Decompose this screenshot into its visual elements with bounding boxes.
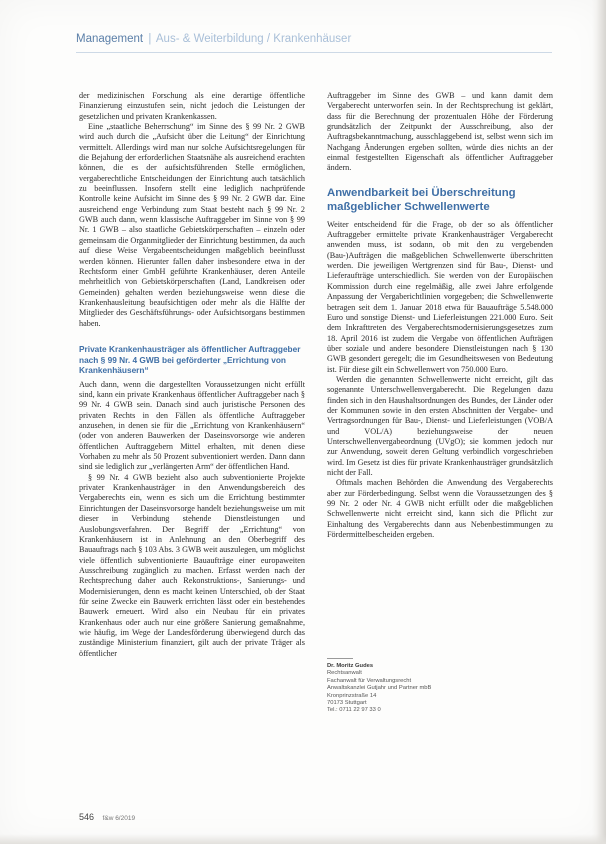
subsection-title: Aus- & Weiterbildung / Krankenhäuser — [155, 33, 352, 45]
section-separator: | — [148, 33, 152, 45]
author-detail: Rechtsanwalt — [327, 670, 362, 677]
body-paragraph: Auftraggeber im Sinne des GWB – und kann damit dem Vergaberecht unterworfen sein. In der Rechtsprechung ist geklärt, dass für die Berechnung der prozentualen Höhe der Förderung grundsätzlich der Zeitpunkt der Ausschreibung, also der Auftragsbekanntmachung, ausschlaggebend ist, selbst wenn sich im Nachgang Änderungen ergeben sollten, würde dies nichts an der einmal festgestellten Eigenschaft als öffentlicher Auftraggeber ändern. — [327, 91, 553, 173]
author-detail: 70173 Stuttgart — [327, 700, 367, 707]
page-footer — [79, 812, 135, 822]
header-divider — [76, 52, 552, 53]
author-box — [327, 658, 527, 715]
body-paragraph: Auch dann, wenn die dargestellten Voraussetzungen nicht erfüllt sind, kann ein private Krankenhaus öffentlicher Auftraggeber nach § 99 Nr. 4 GWB sein. Danach sind auch juristische Personen des privaten Rechts in den Fällen als öffentliche Auftraggeber anzusehen, in denen sie für die „Errichtung von Krankenhäusern“ (oder von anderen Bauwerken der Daseinsvorsorge wie anderen öffentlichen Auftraggebern Mittel erhalten, mit denen diese Vorhaben zu mehr als 50 Prozent subventioniert werden. Dann dann sind sie lediglich zur „verlängerten Arm“ der öffentlichen Hand. — [79, 379, 305, 472]
body-paragraph: Werden die genannten Schwellenwerte nicht erreicht, gilt das sogenannte Unterschwellenvergaberecht. Die Regelungen dazu finden sich in den Haushaltsordnungen des Bundes, der Länder oder der Kommunen sowie in den ersten Abschnitten der Vergabe- und Vertragsordnungen für Bau-, Dienst- und Lieferleistungen (VOB/A und VOL/A) beziehungsweise der neuen Unterschwellenvergabeordnung (UVgO); sie kommen jedoch nur zur Anwendung, soweit deren Geltung verbindlich vorgeschrieben wird. Im Gesetz ist dies für private Krankenhausträger grundsätzlich nicht der Fall. — [327, 374, 553, 477]
section-header — [76, 33, 351, 45]
text-column-right — [327, 91, 553, 540]
page-number: 546 — [79, 812, 95, 822]
text-column-left — [79, 91, 305, 659]
author-detail: Tel.: 0711 22 97 33 0 — [327, 707, 381, 714]
author-detail: Fachanwalt für Verwaltungsrecht — [327, 677, 412, 684]
author-name: Dr. Moritz Gudes — [327, 663, 374, 669]
body-paragraph: Weiter entscheidend für die Frage, ob der so als öffentlicher Auftraggeber ermittelte private Krankenhausträger Vergaberecht anwenden muss, ist sodann, ob mit den zu vergebenden (Bau-)Aufträgen die maßgeblichen Schwellenwerte überschritten werden. Die jeweiligen Wertgrenzen sind für Bau-, Dienst- und Lieferaufträge unterschiedlich. Sie werden von der Europäischen Kommission durch eine regelmäßig, alle zwei Jahre erfolgende Anpassung der Vergaberichtlinien vorgegeben; die Schwellenwerte betragen seit dem 1. Januar 2018 etwa für Bauaufträge 5.548.000 Euro und sonstige Dienst- und Lieferleistungen 221.000 Euro. Seit dem Inkrafttreten des Vergaberechtsmodernisierungsgesetzes zum 18. April 2016 ist zudem die Vergabe von öffentlichen Aufträgen über soziale und andere besondere Dienstleistungen nach § 130 GWB gesondert geregelt; die im Gesundheitswesen von Bedeutung ist. Für diese gilt ein Schwellenwert von 750.000 Euro. — [327, 219, 553, 374]
body-paragraph: der medizinischen Forschung als eine derartige öffentliche Finanzierung einzustufen sein, nicht jedoch die Leistungen der gesetzlichen und privaten Krankenkassen. — [79, 91, 305, 121]
subheading-private-hospitals: Private Krankenhausträger als öffentlicher Auftraggeber nach § 99 Nr. 4 GWB bei geförderter „Errichtung von Krankenhäusern“ — [79, 343, 301, 376]
author-detail: Kronprinzstraße 14 — [327, 692, 377, 699]
author-divider — [327, 658, 353, 659]
subheading-thresholds: Anwendbarkeit bei Überschreitung maßgeblicher Schwellenwerte — [327, 186, 516, 213]
magazine-issue: f&w 6/2019 — [102, 815, 136, 822]
section-title: Management — [76, 33, 144, 45]
body-paragraph: Oftmals machen Behörden die Anwendung des Vergaberechts aber zur Förderbedingung. Selbst wenn die Voraussetzungen des § 99 Nr. 2 oder Nr. 4 GWB nicht erfüllt oder die maßgeblichen Schwellenwerte nicht erreicht sind, kann sich die Pflicht zur Einhaltung des Vergaberechts dann aus Nebenbestimmungen zu Fördermittelbescheiden ergeben. — [327, 478, 553, 540]
body-paragraph: Eine „staatliche Beherrschung“ im Sinne des § 99 Nr. 2 GWB wird auch durch die „Aufsicht über die Leitung“ der Einrichtung vermittelt. Allerdings wird man nur solche Aufsichtsregelungen für die Bejahung der erforderlichen Staatsnähe als ausreichend erachten können, die es der aufsichtsführenden Stelle ermöglichen, vergaberechtliche Entscheidungen der Einrichtung auch tatsächlich zu beeinflussen. Insofern stellt eine lediglich nachprüfende Kontrolle keine Aufsicht im Sinne des § 99 Nr. 2 GWB dar. Eine ausreichend enge Verbindung zum Staat besteht nach § 99 Nr. 2 GWB auch dann, wenn klassische Auftraggeber im Sinne von § 99 Nr. 1 GWB – also staatliche Gebietskörperschaften – einzeln oder gemeinsam die Organmitglieder der Einrichtung bestimmen, da auch auf diese Weise Vergabeentscheidungen maßgeblich beeinflusst werden können. Hierunter fallen daher insbesondere etwa in der Rechtsform einer GmbH geführte Krankenhäuser, deren Anteile mehrheitlich von Gebietskörperschaften (Land, Landkreisen oder Gemeinden) gehalten werden beziehungsweise wenn diese die Krankenhausleitung beaufsichtigen oder mehr als die Hälfte der Mitglieder des Geschäftsführungs- oder Aufsichtsorgans bestimmen haben. — [79, 122, 305, 328]
author-detail: Anwaltskanzlei Gutjahr und Partner mbB — [327, 685, 432, 692]
body-paragraph: § 99 Nr. 4 GWB bezieht also auch subventionierte Projekte privater Krankenhausträger in den Anwendungsbereich des Vergaberechts ein, wenn es sich um die Errichtung bestimmter Einrichtungen der Daseinsvorsorge handelt beziehungsweise um mit dieser in Verbindung stehende Dienstleistungen und Auslobungsverfahren. Der Begriff der „Errichtung“ von Krankenhäusern ist in Anlehnung an den Oberbegriff des Bauauftrags nach § 103 Abs. 3 GWB weit auszulegen, um möglichst viele öffentlich subventionierte Bauaufträge einer europaweiten Ausschreibung zugänglich zu machen. Erfasst werden nach der Rechtsprechung daher auch Rekonstruktions-, Sanierungs- und Modernisierungen, denn es macht keinen Unterschied, ob der Staat für seine Zwecke ein Bauwerk errichten lässt oder ein bestehendes Bauwerk erneuert. Wird also ein Neubau für ein privates Krankenhaus oder auch nur eine größere Sanierung gemaßnahme, wie häufig, im Wege der Landesförderung überwiegend durch das zuständige Ministerium finanziert, gilt auch der private Träger als öffentlicher — [79, 472, 305, 658]
